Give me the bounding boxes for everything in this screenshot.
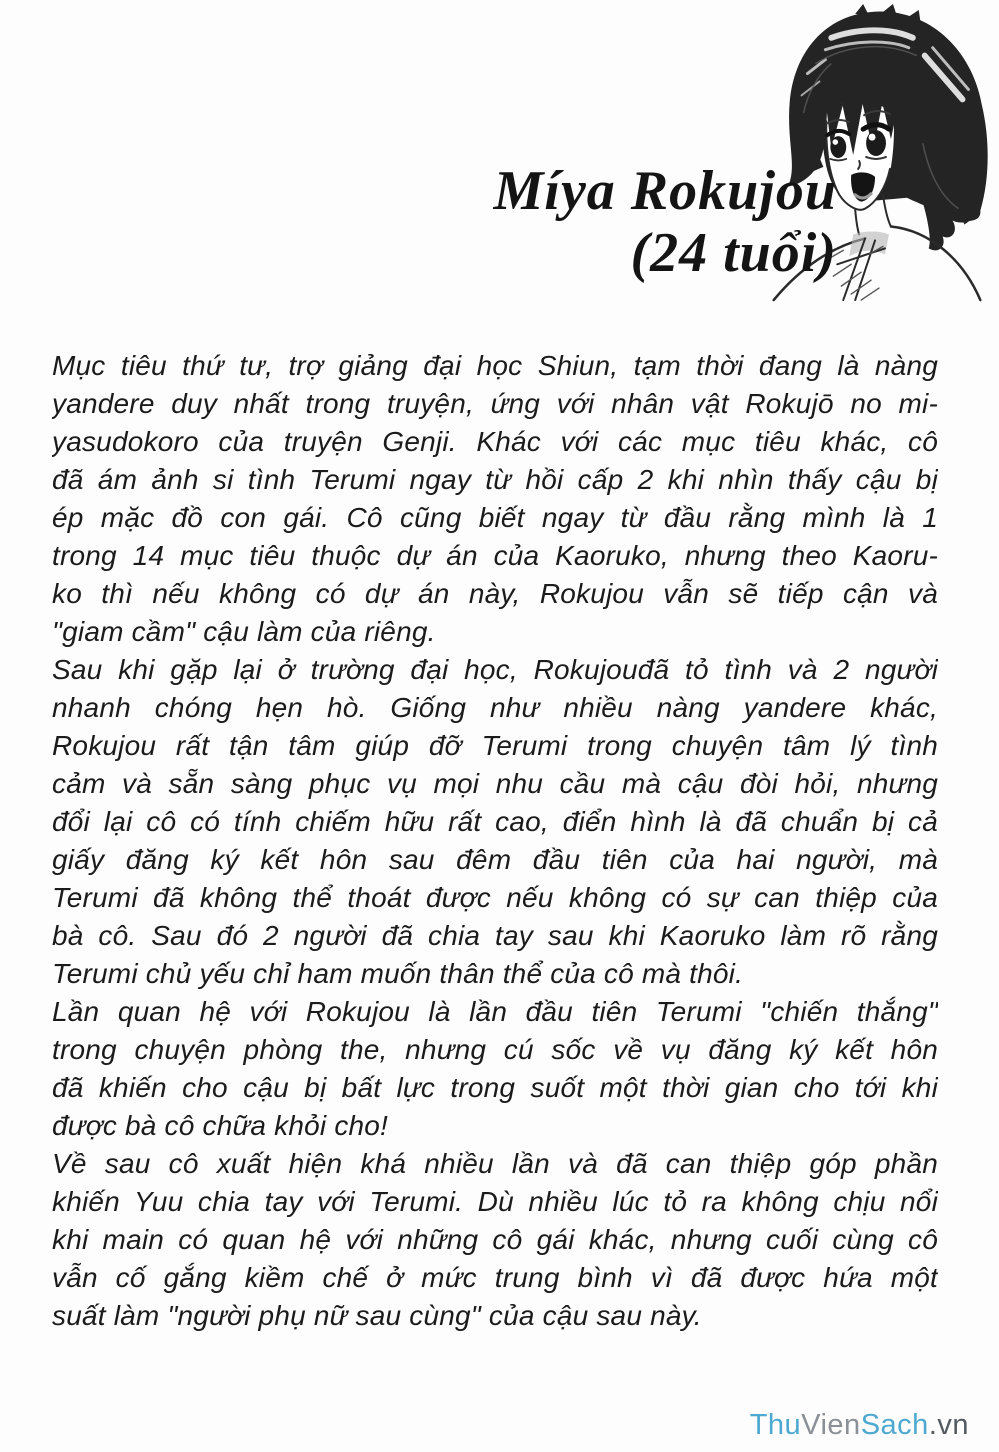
paragraph (52, 347, 938, 651)
text-line: Terumi chủ yếu chỉ ham muốn thân thể của cô mà thôi. (52, 958, 744, 989)
text-line: được bà cô chữa khỏi cho! (52, 1110, 389, 1141)
text-line: bà cô. Sau đó 2 người đã chia tay sau khi Kaoruko làm rõ rằng (52, 920, 938, 951)
text-line: khi main có quan hệ với những cô gái khác, nhưng cuối cùng cô (52, 1224, 938, 1255)
text-line: cảm và sẵn sàng phục vụ mọi nhu cầu mà cậu đòi hỏi, nhưng (52, 768, 938, 799)
text-line: đã ám ảnh si tình Terumi ngay từ hồi cấp 2 khi nhìn thấy cậu bị (52, 464, 938, 495)
character-name-title: Míya Rokujou (493, 160, 837, 222)
text-line: "giam cầm" cậu làm của riêng. (52, 616, 436, 647)
character-age-subtitle: (24 tuổi) (630, 222, 837, 284)
text-line: ép mặc đồ con gái. Cô cũng biết ngay từ đầu rằng mình là 1 (52, 502, 938, 533)
watermark-segment: Sach (860, 1409, 929, 1441)
character-title-block (494, 160, 837, 284)
text-line: yasudokoro của truyện Genji. Khác với các mục tiêu khác, cô (52, 426, 938, 457)
paragraph (52, 993, 938, 1145)
text-line: trong 14 mục tiêu thuộc dự án của Kaoruko, nhưng theo Kaoru- (52, 540, 938, 571)
paragraph (52, 651, 938, 993)
text-line: đã khiến cho cậu bị bất lực trong suốt một thời gian cho tới khi (52, 1072, 938, 1103)
paragraph (52, 1145, 938, 1335)
text-line: yandere duy nhất trong truyện, ứng với nhân vật Rokujō no mi- (52, 388, 938, 419)
text-line: ko thì nếu không có dự án này, Rokujou vẫn sẽ tiếp cận và (52, 578, 938, 609)
text-line: trong chuyện phòng the, nhưng cú sốc về vụ đăng ký kết hôn (52, 1034, 938, 1065)
text-line: Mục tiêu thứ tư, trợ giảng đại học Shiun, tạm thời đang là nàng (52, 350, 938, 381)
watermark-segment: Thu (749, 1409, 802, 1441)
text-line: nhanh chóng hẹn hò. Giống như nhiều nàng yandere khác, (52, 692, 938, 723)
watermark-segment: Vien (801, 1409, 861, 1441)
text-line: Về sau cô xuất hiện khá nhiều lần và đã can thiệp góp phần (52, 1148, 938, 1179)
text-line: vẫn cố gắng kiềm chế ở mức trung bình vì đã được hứa một (52, 1262, 938, 1293)
text-line: đổi lại cô có tính chiếm hữu rất cao, điển hình là đã chuẩn bị cả (52, 806, 938, 837)
camisole (829, 231, 889, 300)
character-description (52, 347, 938, 1335)
watermark-segment: .vn (928, 1409, 969, 1441)
text-line: Rokujou rất tận tâm giúp đỡ Terumi trong chuyện tâm lý tình (52, 730, 938, 761)
text-line: khiến Yuu chia tay với Terumi. Dù nhiều lúc tỏ ra không chịu nổi (52, 1186, 938, 1217)
text-line: Lần quan hệ với Rokujou là lần đầu tiên Terumi "chiến thắng" (52, 996, 938, 1027)
text-line: suất làm "người phụ nữ sau cùng" của cậu sau này. (52, 1300, 702, 1331)
watermark (750, 1409, 969, 1442)
text-line: Terumi đã không thể thoát được nếu không có sự can thiệp của (52, 882, 938, 913)
text-line: giấy đăng ký kết hôn sau đêm đầu tiên của hai người, mà (52, 844, 938, 875)
text-line: Sau khi gặp lại ở trường đại học, Rokujouđã tỏ tình và 2 người (52, 654, 938, 685)
